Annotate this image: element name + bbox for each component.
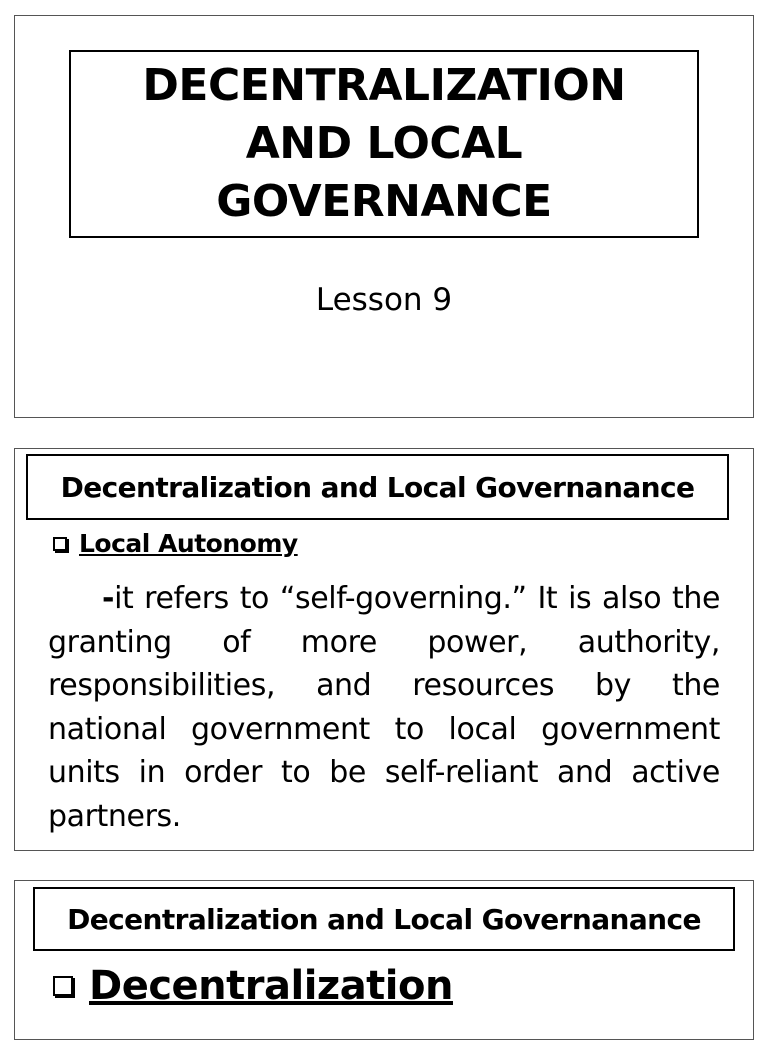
bullet-label: Decentralization — [89, 963, 453, 1009]
slide-header: Decentralization and Local Governanance — [26, 454, 729, 520]
definition-text: it refers to “self-governing.” It is also the granting of more power, authority, responsibilities, and resources by the national government to local government units in order to be self-reliant and active partners. — [48, 581, 720, 834]
bullet-local-autonomy — [53, 529, 298, 558]
title-line-3: GOVERNANCE — [216, 176, 552, 227]
bullet-label: Local Autonomy — [79, 529, 298, 558]
title-box — [69, 50, 699, 238]
definition-dash: - — [102, 581, 115, 616]
main-title — [142, 57, 625, 231]
title-line-2: AND LOCAL — [245, 118, 523, 169]
bullet-decentralization — [53, 963, 453, 1009]
slide-decentralization — [14, 880, 754, 1040]
definition-paragraph — [48, 577, 720, 838]
checkbox-icon — [53, 537, 67, 551]
slide-header: Decentralization and Local Governanance — [33, 887, 735, 951]
slide-local-autonomy — [14, 448, 754, 851]
title-line-1: DECENTRALIZATION — [142, 60, 626, 111]
lesson-subtitle: Lesson 9 — [315, 282, 453, 318]
slide-title — [14, 15, 754, 418]
checkbox-icon — [53, 976, 73, 996]
